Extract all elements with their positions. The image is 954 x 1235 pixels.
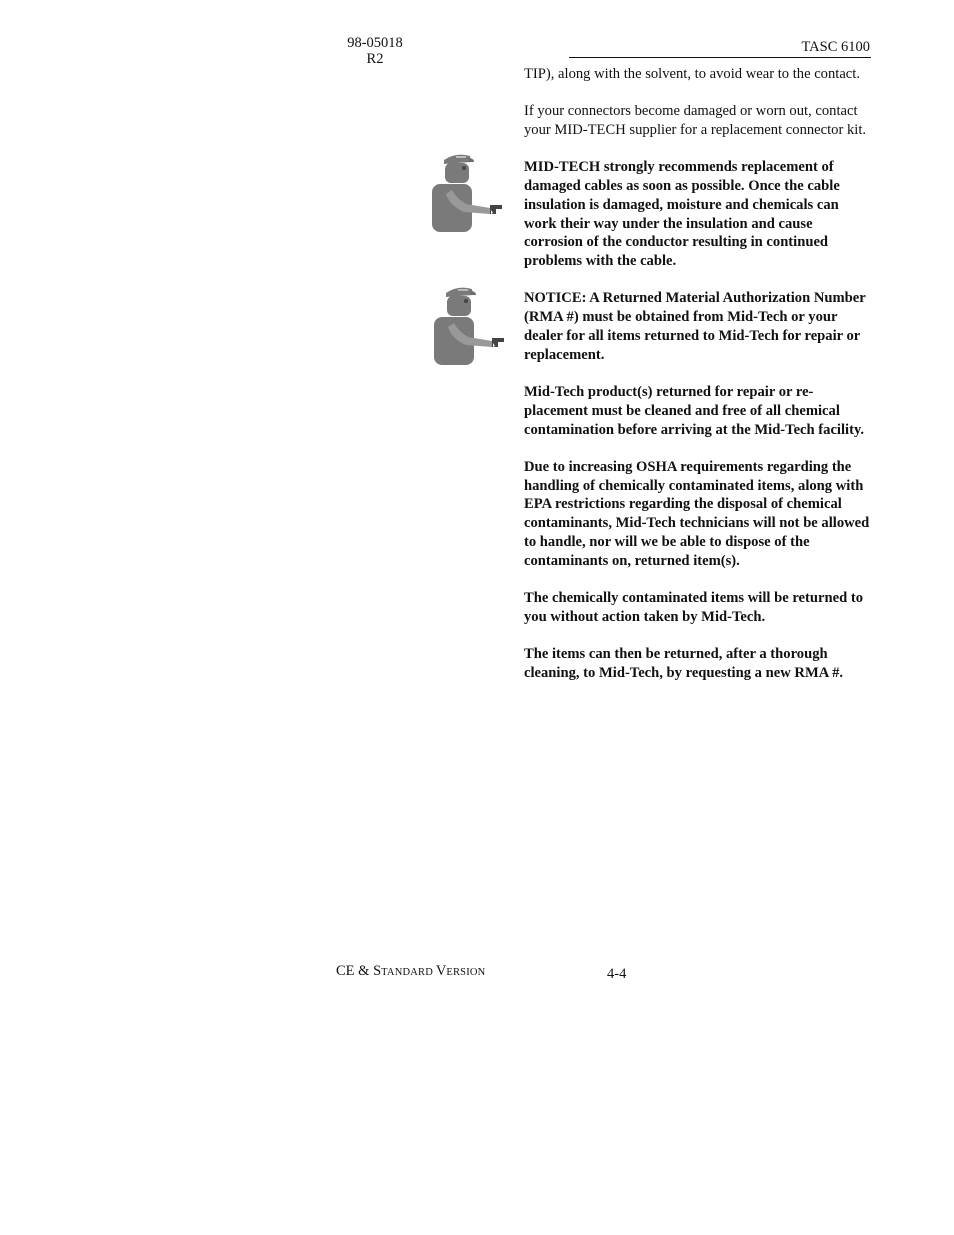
footer-edition-tandard: TANDARD bbox=[381, 967, 436, 978]
paragraph-connector-replacement: If your connectors become damaged or worn out, contact your MID-TECH supplier for a replacement connector kit. bbox=[524, 103, 867, 138]
footer-edition-v: V bbox=[435, 963, 447, 979]
paragraph-osha-requirements: Due to increasing OSHA requirements regarding the handling of chemically contaminated items, along with EPA restrictions regarding the disposal of chemical contaminants, Mid-Tech technicians will not be allowed to handle, nor will we be able to dispose of the contaminants on, returned item(s). bbox=[524, 458, 870, 569]
footer-edition bbox=[336, 963, 485, 980]
paragraph-cleaning-requirement: Mid-Tech product(s) returned for repair or re-placement must be cleaned and free of all chemical contamination before arriving at the Mid-Tech facility. bbox=[524, 383, 865, 438]
pointing-technician-icon bbox=[432, 283, 508, 367]
footer-edition-prefix: CE & bbox=[336, 963, 374, 979]
header-rule bbox=[569, 57, 871, 58]
page-number: 4-4 bbox=[607, 966, 627, 982]
header-title: TASC 6100 bbox=[801, 39, 870, 55]
footer-edition-ersion: ERSION bbox=[446, 967, 486, 978]
document-revision: R2 bbox=[366, 51, 384, 67]
paragraph-cable-recommendation: MID-TECH strongly recommends replacement of damaged cables as soon as possible. Once the cable insulation is damaged, moisture and chemicals can work their way under the insulation and cause corrosion of the conductor resulting in continued problems with the cable. bbox=[524, 159, 840, 270]
paragraph-new-rma: The items can then be returned, after a thorough cleaning, to Mid-Tech, by requesting a new RMA #. bbox=[524, 645, 844, 681]
paragraph-tip-continuation: TIP), along with the solvent, to avoid wear to the contact. bbox=[524, 66, 860, 82]
document-id: 98-05018 bbox=[347, 35, 403, 51]
footer-edition-s: S bbox=[373, 963, 382, 979]
paragraph-rma-notice: NOTICE: A Returned Material Authorization Number (RMA #) must be obtained from Mid-Tech or your dealer for all items returned to Mid-Tech for repair or replacement. bbox=[524, 290, 866, 363]
body-text bbox=[524, 65, 874, 701]
pointing-technician-icon bbox=[430, 150, 506, 234]
document-number bbox=[336, 35, 414, 67]
paragraph-contaminated-return: The chemically contaminated items will be returned to you without action taken by Mid-Tech. bbox=[524, 589, 863, 625]
